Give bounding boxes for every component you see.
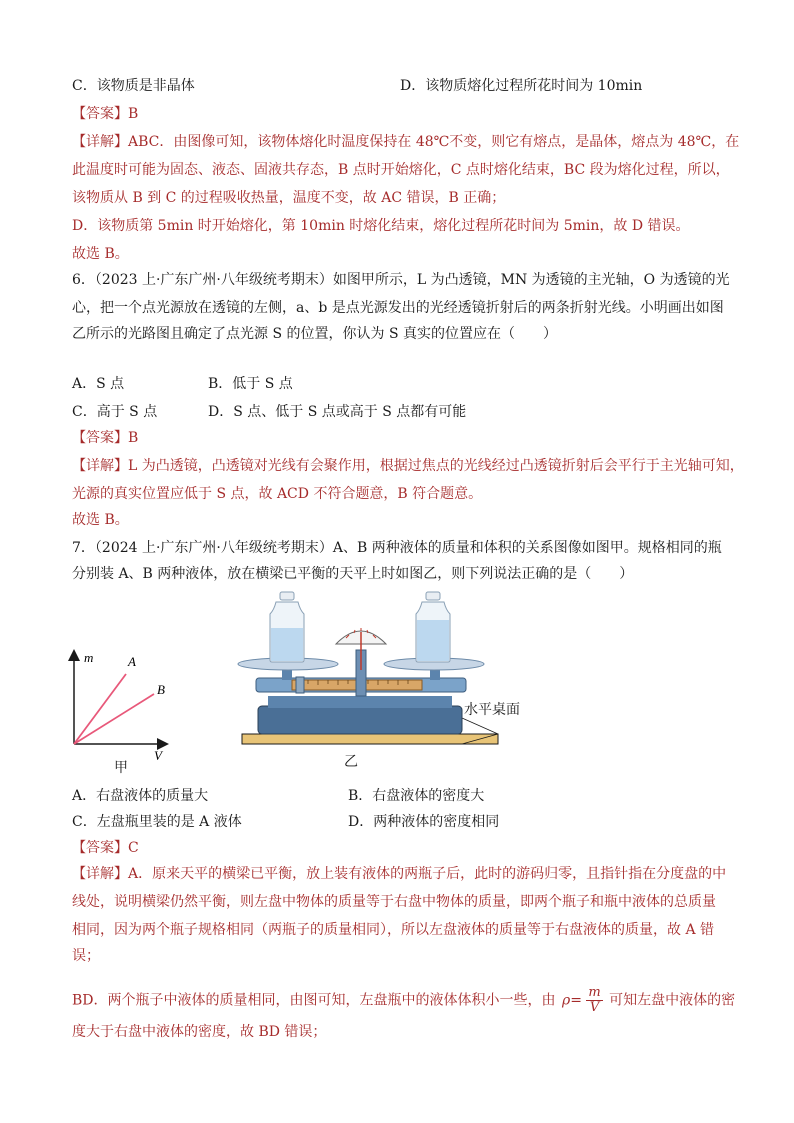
q6-option-c: C．高于 S 点 (72, 404, 158, 420)
scale-base-top (268, 696, 452, 708)
formula-eq: = (570, 992, 582, 1009)
q6-option-a: A．S 点 (72, 376, 125, 392)
right-liquid (417, 620, 449, 661)
answer-value: B (128, 106, 139, 122)
density-formula (562, 986, 603, 1015)
right-bottle (416, 592, 450, 662)
answer-tag: 【答案】 (72, 106, 128, 122)
q6-stem-2: 心，把一个点光源放在透镜的左侧，a、b 是点光源发出的光经透镜折射后的两条折射光线。小明画出如图 (72, 300, 724, 316)
q5-answer-line (72, 104, 138, 124)
line-a-label: A (128, 654, 136, 669)
x-axis-label: V (154, 748, 162, 763)
q7-stem-2: 分别装 A、B 两种液体，放在横梁已平衡的天平上时如图乙，则下列说法正确的是（ ） (72, 566, 634, 582)
q5-detail-3: 该物质从 B 到 C 的过程吸收热量，温度不变，故 AC 错误，B 正确； (72, 190, 506, 206)
q6-answer-line (72, 428, 138, 448)
detail-text: BD．两个瓶子中液体的质量相同，由图可知，左盘瓶中的液体体积小一些，由 (72, 992, 556, 1009)
q7-stem-1: 7．（2024 上·广东广州·八年级统考期末）A、B 两种液体的质量和体积的关系图像如图甲。规格相同的瓶 (72, 540, 722, 556)
balance-scale-figure (236, 588, 566, 760)
answer-value: C (128, 840, 139, 856)
answer-value: B (128, 430, 139, 446)
line-b (74, 694, 154, 744)
detail-text: A．原来天平的横梁已平衡，放上装有液体的两瓶子后，此时的游码归零，且指针指在分度盘的中 (128, 866, 727, 882)
q6-option-b: B．低于 S 点 (208, 376, 293, 392)
left-liquid (271, 628, 303, 661)
q7-detail-4: 误； (72, 948, 100, 964)
table-label: 水平桌面 (464, 702, 520, 718)
detail-tag: 【详解】 (72, 458, 128, 474)
q5-conclusion: 故选 B。 (72, 246, 129, 262)
rider (296, 677, 304, 693)
left-bottle (270, 592, 304, 662)
q7-detail-2: 线处，说明横梁仍然平衡，则左盘中物体的质量等于右盘中物体的质量，即两个瓶子和瓶中液体的总质量 (72, 894, 716, 910)
q7-detail-5 (72, 986, 735, 1015)
q7-detail-1 (72, 864, 726, 884)
q6-conclusion: 故选 B。 (72, 512, 129, 528)
y-axis-label: m (84, 650, 94, 665)
scale-caption: 乙 (344, 754, 358, 770)
line-a (74, 674, 126, 744)
q6-detail-1 (72, 456, 744, 476)
formula-numerator: m (588, 985, 601, 1000)
detail-text: ABC．由图像可知，该物体熔化时温度保持在 48℃不变，则它有熔点，是晶体，熔点为 48℃，在 (128, 134, 740, 150)
q7-answer-line (72, 838, 139, 858)
q7-option-a: A．右盘液体的质量大 (72, 788, 209, 804)
q7-detail-3: 相同，因为两个瓶子规格相同（两瓶子的质量相同），所以左盘液体的质量等于右盘液体的质量，故 A 错 (72, 922, 715, 938)
q6-stem-3: 乙所示的光路图且确定了点光源 S 的位置，你认为 S 真实的位置应在（ ） (72, 326, 557, 342)
q7-option-d: D．两种液体的密度相同 (348, 814, 500, 830)
detail-text-cont: 可知左盘中液体的密 (609, 992, 736, 1009)
q5-option-c: C．该物质是非晶体 (72, 78, 195, 94)
q7-option-c: C．左盘瓶里装的是 A 液体 (72, 814, 242, 830)
q5-detail-2: 此温度时可能为固态、液态、固液共存态，B 点时开始熔化，C 点时熔化结束，BC 段为熔化过程，所以， (72, 162, 730, 178)
detail-text: L 为凸透镜，凸透镜对光线有会聚作用，根据过焦点的光线经过凸透镜折射后会平行于主光轴可知， (128, 458, 744, 474)
q6-option-d: D．S 点、低于 S 点或高于 S 点都有可能 (208, 404, 467, 420)
q5-detail-4: D．该物质第 5min 时开始熔化，第 10min 时熔化结束，熔化过程所花时间为 5min，故 D 错误。 (72, 218, 690, 234)
q6-stem-1: 6．（2023 上·广东广州·八年级统考期末）如图甲所示，L 为凸透镜，MN 为透镜的主光轴，O 为透镜的光 (72, 272, 730, 288)
detail-tag: 【详解】 (72, 134, 128, 150)
q6-detail-2: 光源的真实位置应低于 S 点，故 ACD 不符合题意，B 符合题意。 (72, 486, 483, 502)
line-b-label: B (157, 682, 165, 697)
graph-caption: 甲 (114, 760, 128, 776)
q5-detail-1 (72, 132, 739, 152)
detail-tag: 【详解】 (72, 866, 128, 882)
table-label-leader (462, 718, 498, 734)
table-surface (242, 734, 498, 744)
scale-base (258, 706, 462, 734)
answer-tag: 【答案】 (72, 430, 128, 446)
q5-option-d: D．该物质熔化过程所花时间为 10min (400, 78, 643, 94)
q7-detail-6: 度大于右盘中液体的密度，故 BD 错误； (72, 1024, 327, 1040)
formula-denominator: V (589, 1000, 600, 1015)
mass-volume-graph (62, 646, 182, 776)
answer-tag: 【答案】 (72, 840, 128, 856)
formula-rho: ρ (561, 992, 571, 1009)
q7-option-b: B．右盘液体的密度大 (348, 788, 485, 804)
